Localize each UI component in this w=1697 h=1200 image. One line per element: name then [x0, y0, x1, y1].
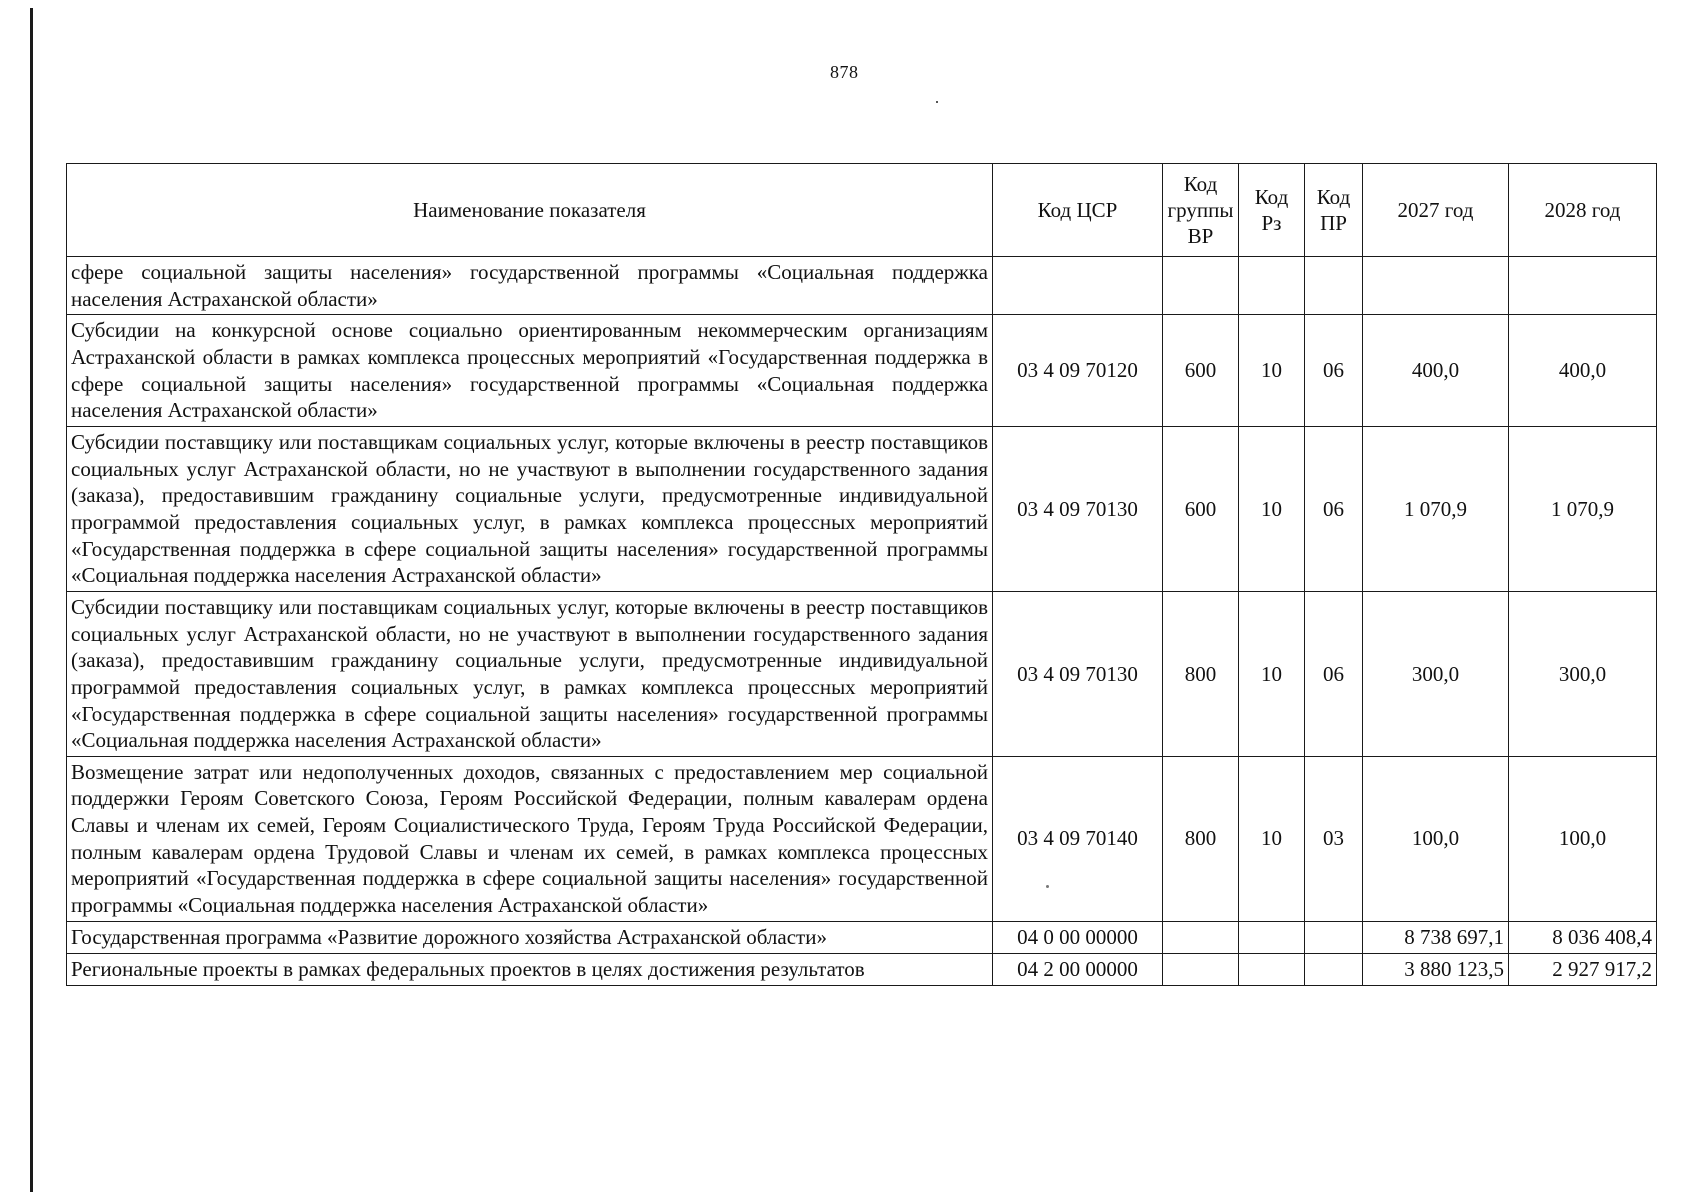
row-pr: 06: [1305, 591, 1363, 756]
row-rz: [1239, 257, 1305, 315]
row-2028: 2 927 917,2: [1509, 953, 1657, 985]
row-2027: 100,0: [1363, 756, 1509, 921]
row-vr: 600: [1163, 315, 1239, 427]
row-csr: [993, 257, 1163, 315]
row-2027: 400,0: [1363, 315, 1509, 427]
row-2028: 400,0: [1509, 315, 1657, 427]
row-rz: 10: [1239, 756, 1305, 921]
row-2028: 1 070,9: [1509, 426, 1657, 591]
table-row: [67, 426, 1657, 591]
row-pr: [1305, 953, 1363, 985]
row-name: Субсидии на конкурсной основе социально ориентированным некоммерческим организациям Астраханской области в рамках комплекса процессных мероприятий «Государственная поддержка в сфере социальной защиты населения» государственной программы «Социальная поддержка населения Астраханской области»: [67, 315, 993, 427]
row-2027: [1363, 257, 1509, 315]
row-vr: [1163, 953, 1239, 985]
header-name: Наименование показателя: [67, 164, 993, 257]
row-name: Региональные проекты в рамках федеральных проектов в целях достижения результатов: [67, 953, 993, 985]
row-name: Возмещение затрат или недополученных доходов, связанных с предоставлением мер социальной поддержки Героям Советского Союза, Героям Российской Федерации, полным кавалерам ордена Славы и членам их семей, Героям Социалистического Труда, Героям Труда Российской Федерации, полным кавалерам ордена Трудовой Славы и членам их семей, в рамках комплекса процессных мероприятий «Государственная поддержка в сфере социальной защиты населения» государственной программы «Социальная поддержка населения Астраханской области»: [67, 756, 993, 921]
row-csr: 03 4 09 70120: [993, 315, 1163, 427]
table-header-row: [67, 164, 1657, 257]
budget-table: [66, 163, 1657, 986]
row-name: Субсидии поставщику или поставщикам социальных услуг, которые включены в реестр поставщиков социальных услуг Астраханской области, но не участвуют в выполнении государственного задания (заказа), предоставившим гражданину социальные услуги, предусмотренные индивидуальной программой предоставления социальных услуг, в рамках комплекса процессных мероприятий «Государственная поддержка в сфере социальной защиты населения» государственной программы «Социальная поддержка населения Астраханской области»: [67, 426, 993, 591]
row-rz: 10: [1239, 591, 1305, 756]
row-rz: 10: [1239, 315, 1305, 427]
row-2028: 100,0: [1509, 756, 1657, 921]
row-name: Субсидии поставщику или поставщикам социальных услуг, которые включены в реестр поставщиков социальных услуг Астраханской области, но не участвуют в выполнении государственного задания (заказа), предоставившим гражданину социальные услуги, предусмотренные индивидуальной программой предоставления социальных услуг, в рамках комплекса процессных мероприятий «Государственная поддержка в сфере социальной защиты населения» государственной программы «Социальная поддержка населения Астраханской области»: [67, 591, 993, 756]
row-vr: [1163, 921, 1239, 953]
header-csr: Код ЦСР: [993, 164, 1163, 257]
row-rz: [1239, 953, 1305, 985]
scan-speck: [936, 101, 938, 103]
header-2028: 2028 год: [1509, 164, 1657, 257]
row-vr: [1163, 257, 1239, 315]
header-rz: Код Рз: [1239, 164, 1305, 257]
table-row: [67, 591, 1657, 756]
header-pr: Код ПР: [1305, 164, 1363, 257]
table-row: [67, 315, 1657, 427]
row-2027: 3 880 123,5: [1363, 953, 1509, 985]
row-2027: 300,0: [1363, 591, 1509, 756]
row-pr: [1305, 921, 1363, 953]
row-csr: 03 4 09 70140: [993, 756, 1163, 921]
row-vr: 800: [1163, 756, 1239, 921]
table-row: [67, 257, 1657, 315]
row-rz: [1239, 921, 1305, 953]
row-vr: 800: [1163, 591, 1239, 756]
row-pr: 06: [1305, 426, 1363, 591]
row-2028: [1509, 257, 1657, 315]
table-row: [67, 921, 1657, 953]
row-name: сфере социальной защиты населения» государственной программы «Социальная поддержка населения Астраханской области»: [67, 257, 993, 315]
row-2027: 8 738 697,1: [1363, 921, 1509, 953]
table-row: [67, 756, 1657, 921]
row-rz: 10: [1239, 426, 1305, 591]
table-row: [67, 953, 1657, 985]
row-csr: 04 0 00 00000: [993, 921, 1163, 953]
row-2027: 1 070,9: [1363, 426, 1509, 591]
page-number: 878: [830, 62, 859, 82]
row-csr: 03 4 09 70130: [993, 591, 1163, 756]
row-pr: 03: [1305, 756, 1363, 921]
row-name: Государственная программа «Развитие дорожного хозяйства Астраханской области»: [67, 921, 993, 953]
row-pr: 06: [1305, 315, 1363, 427]
row-vr: 600: [1163, 426, 1239, 591]
row-csr: 03 4 09 70130: [993, 426, 1163, 591]
header-2027: 2027 год: [1363, 164, 1509, 257]
row-pr: [1305, 257, 1363, 315]
header-vr: Код группы ВР: [1163, 164, 1239, 257]
row-2028: 300,0: [1509, 591, 1657, 756]
row-csr: 04 2 00 00000: [993, 953, 1163, 985]
row-2028: 8 036 408,4: [1509, 921, 1657, 953]
left-margin-line: [30, 8, 33, 1192]
